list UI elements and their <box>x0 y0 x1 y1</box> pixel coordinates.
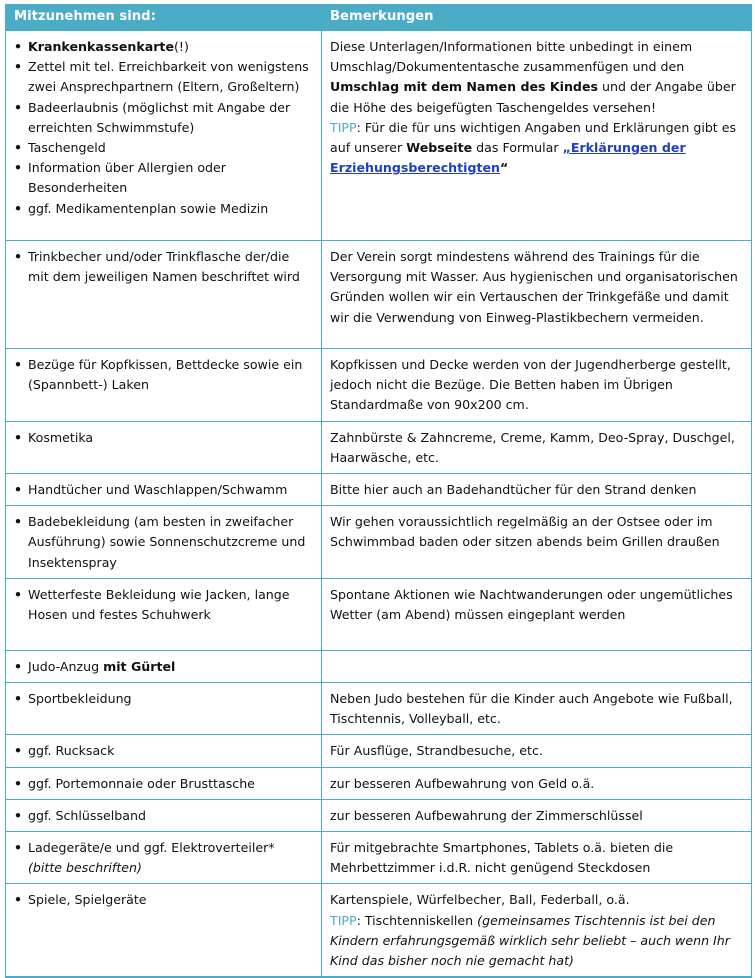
remark-bold: Umschlag mit dem Namen des Kindes <box>330 79 598 95</box>
list-item <box>14 37 313 57</box>
list-item <box>14 585 313 625</box>
remark-text: : Für die für uns wichtigen Angaben und Erklärungen gibt es auf unserer <box>330 119 737 156</box>
item-text: ggf. Rucksack <box>28 743 115 759</box>
item-text: Taschengeld <box>28 140 106 156</box>
tipp-label: TIPP <box>330 119 357 135</box>
item-list <box>14 741 313 761</box>
list-item <box>14 741 313 761</box>
table-row <box>6 349 752 422</box>
items-cell <box>6 421 322 473</box>
remark-text: : Tischtenniskellen <box>356 912 478 928</box>
items-cell <box>6 884 322 977</box>
item-list <box>14 480 313 500</box>
list-item <box>14 657 313 677</box>
list-item <box>14 355 313 395</box>
table-row <box>6 735 752 767</box>
items-cell <box>6 474 322 506</box>
item-list <box>14 806 313 826</box>
item-text: Judo-Anzug <box>28 658 104 674</box>
item-text: Spiele, Spielgeräte <box>28 892 147 908</box>
list-item <box>14 774 313 794</box>
items-cell <box>6 506 322 579</box>
remark-paragraph <box>330 118 743 179</box>
item-text: Information über Allergien oder Besonderheiten <box>28 160 226 196</box>
remark-paragraph <box>330 911 743 972</box>
table-row <box>6 884 752 977</box>
item-list <box>14 774 313 794</box>
remark-cell <box>322 884 752 977</box>
list-item <box>14 428 313 448</box>
list-item <box>14 890 313 910</box>
item-text: Wetterfeste Bekleidung wie Jacken, lange Hosen und festes Schuhwerk <box>28 586 290 623</box>
item-text: ggf. Medikamentenplan sowie Medizin <box>28 200 269 216</box>
list-item <box>14 57 313 97</box>
items-cell <box>6 735 322 767</box>
list-item <box>14 838 313 878</box>
remark-cell: Neben Judo bestehen für die Kinder auch Angebote wie Fußball, Tischtennis, Volleyball, etc. <box>322 683 752 735</box>
items-cell <box>6 241 322 349</box>
remark-cell: Spontane Aktionen wie Nachtwanderungen oder ungemütliches Wetter (am Abend) müssen eingeplant werden <box>322 578 752 650</box>
item-text: Zettel mit tel. Erreichbarkeit von wenigstens zwei Ansprechpartnern (Eltern, Großeltern) <box>28 59 309 95</box>
table-row <box>6 31 752 241</box>
items-cell <box>6 799 322 831</box>
table-row <box>6 474 752 506</box>
remark-cell: Bitte hier auch an Badehandtücher für den Strand denken <box>322 474 752 506</box>
remark-cell <box>322 650 752 682</box>
link-text: Erklärungen der Erziehungsberechtigten <box>330 140 686 176</box>
remark-cell: zur besseren Aufbewahrung von Geld o.ä. <box>322 767 752 799</box>
remark-bold: Webseite <box>406 140 473 156</box>
items-cell <box>6 767 322 799</box>
item-list <box>14 890 313 910</box>
list-item <box>14 247 313 287</box>
remark-cell: Wir gehen voraussichtlich regelmäßig an der Ostsee oder im Schwimmbad baden oder sitzen abends beim Grillen draußen <box>322 506 752 579</box>
items-cell <box>6 349 322 422</box>
item-bold: Krankenkassenkarte <box>28 39 174 54</box>
item-list <box>14 838 313 878</box>
link-quote-open: „ <box>562 140 571 156</box>
list-item <box>14 98 313 138</box>
table-row <box>6 650 752 682</box>
items-cell <box>6 650 322 682</box>
remark-cell: Kopfkissen und Decke werden von der Jugendherberge gestellt, jedoch nicht die Bezüge. Die Betten haben im Übrigen Standardmaße von 90x200 cm. <box>322 349 752 422</box>
item-list <box>14 37 313 219</box>
item-list <box>14 512 313 573</box>
items-cell <box>6 832 322 884</box>
table-row <box>6 767 752 799</box>
list-item <box>14 806 313 826</box>
item-list <box>14 689 313 709</box>
item-text: (!) <box>174 39 189 54</box>
item-text: ggf. Portemonnaie oder Brusttasche <box>28 775 255 791</box>
item-bold: mit Gürtel <box>103 658 176 674</box>
items-cell <box>6 578 322 650</box>
remark-paragraph: Kartenspiele, Würfelbecher, Ball, Federball, o.ä. <box>330 892 630 908</box>
table-header-row <box>6 5 752 31</box>
remark-cell: zur besseren Aufbewahrung der Zimmerschlüssel <box>322 799 752 831</box>
header-items: Mitzunehmen sind: <box>6 5 322 31</box>
remark-text: das Formular <box>472 140 563 156</box>
remark-cell: Für mitgebrachte Smartphones, Tablets o.ä. bieten die Mehrbettzimmer i.d.R. nicht genügend Steckdosen <box>322 832 752 884</box>
list-item <box>14 512 313 573</box>
items-cell <box>6 31 322 241</box>
list-item <box>14 158 313 198</box>
list-item <box>14 480 313 500</box>
header-remarks: Bemerkungen <box>322 5 752 31</box>
table-row <box>6 683 752 735</box>
table-row <box>6 241 752 349</box>
list-item <box>14 199 313 219</box>
item-list <box>14 355 313 395</box>
remark-cell: Der Verein sorgt mindestens während des Trainings für die Versorgung mit Wasser. Aus hygienischen und organisatorischen Gründen wollen wir ein Vertauschen der Trinkgefäße und damit wir die Verwendung von Einweg-Plastikbechern vermeiden. <box>322 241 752 349</box>
table-row <box>6 799 752 831</box>
link-quote-close: “ <box>500 160 509 176</box>
item-list <box>14 585 313 625</box>
item-note: (bitte beschriften) <box>28 860 142 876</box>
packing-list-table <box>5 4 752 978</box>
item-text: Trinkbecher und/oder Trinkflasche der/die mit dem jeweiligen Namen beschriftet wird <box>28 249 300 285</box>
item-text: Handtücher und Waschlappen/Schwamm <box>28 482 288 498</box>
tipp-label: TIPP <box>330 912 357 928</box>
item-list <box>14 247 313 287</box>
remark-paragraph <box>330 37 743 118</box>
table-row <box>6 421 752 473</box>
item-text: Badeerlaubnis (möglichst mit Angabe der erreichten Schwimmstufe) <box>28 99 291 135</box>
table-row <box>6 506 752 579</box>
item-text: Ladegeräte/e und ggf. Elektroverteiler* <box>28 840 275 856</box>
remark-cell: Für Ausflüge, Strandbesuche, etc. <box>322 735 752 767</box>
item-text: Sportbekleidung <box>28 691 132 707</box>
item-list <box>14 657 313 677</box>
table-row <box>6 578 752 650</box>
item-text: Kosmetika <box>28 429 94 445</box>
remark-text: Diese Unterlagen/Informationen bitte unbedingt in einem Umschlag/Dokumententasche zusammenfügen und den <box>330 39 693 75</box>
items-cell <box>6 683 322 735</box>
item-text: Badebekleidung (am besten in zweifacher Ausführung) sowie Sonnenschutzcreme und Insektenspray <box>28 514 306 570</box>
table-row <box>6 832 752 884</box>
item-text: Bezüge für Kopfkissen, Bettdecke sowie ein (Spannbett-) Laken <box>28 357 303 393</box>
remark-text: und der Angabe über die Höhe des beigefügten Taschengeldes versehen! <box>330 79 736 115</box>
list-item <box>14 138 313 158</box>
remark-cell <box>322 31 752 241</box>
item-list <box>14 428 313 448</box>
remark-cell: Zahnbürste & Zahncreme, Creme, Kamm, Deo-Spray, Duschgel, Haarwäsche, etc. <box>322 421 752 473</box>
list-item <box>14 689 313 709</box>
item-text: ggf. Schlüsselband <box>28 807 146 823</box>
remark-italic: (gemeinsames Tischtennis ist bei den Kindern erfahrungsgemäß wirklich sehr beliebt – auch wenn Ihr Kind das bisher noch nie gemacht hat) <box>330 912 730 969</box>
